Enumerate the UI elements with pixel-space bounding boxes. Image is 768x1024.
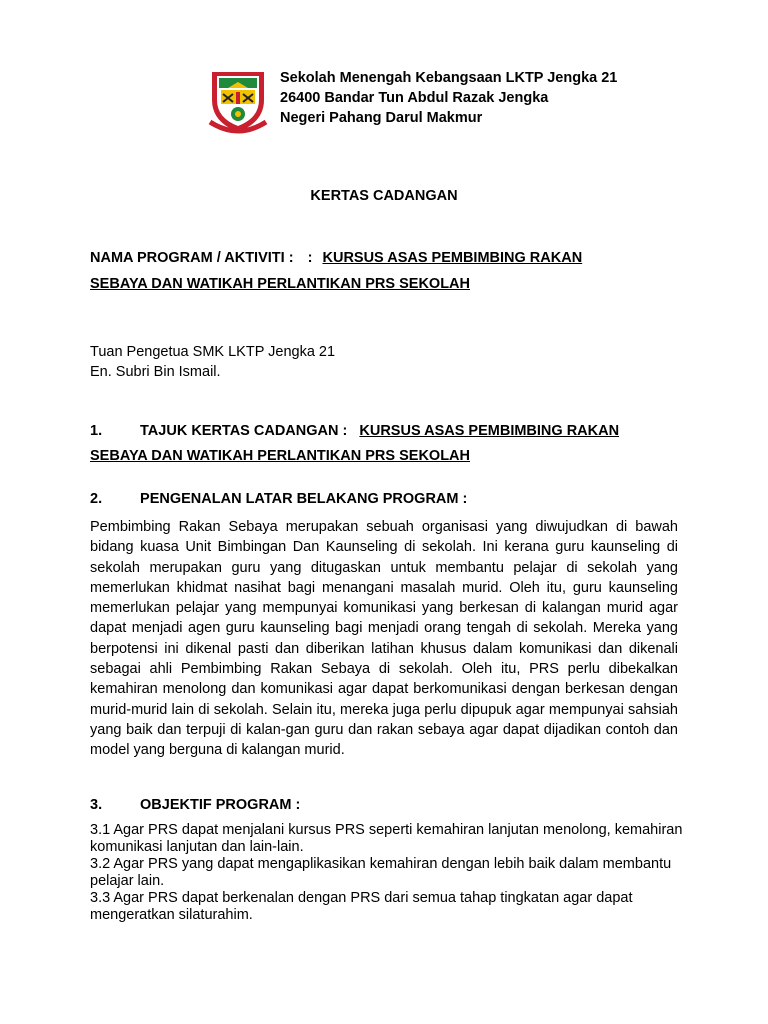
recipient-block <box>90 342 335 382</box>
objective-item: 3.1 Agar PRS dapat menjalani kursus PRS seperti kemahiran lanjutan menolong, kemahiran komunikasi lanjutan dan lain-lain. <box>90 822 683 855</box>
school-state: Negeri Pahang Darul Makmur <box>280 110 483 126</box>
section1-number: 1. <box>90 423 103 439</box>
program-line-1 <box>90 250 582 266</box>
section1-title-part2: SEBAYA DAN WATIKAH PERLANTIKAN PRS SEKOLAH <box>90 448 470 464</box>
section3-number: 3. <box>90 797 103 813</box>
program-name-part1: KURSUS ASAS PEMBIMBING RAKAN <box>322 250 583 266</box>
recipient-title: Tuan Pengetua SMK LKTP Jengka 21 <box>90 344 336 360</box>
section2-label: PENGENALAN LATAR BELAKANG PROGRAM : <box>140 491 468 507</box>
section2-heading <box>90 491 467 507</box>
program-name-part2: SEBAYA DAN WATIKAH PERLANTIKAN PRS SEKOLAH <box>90 276 470 292</box>
recipient-name: En. Subri Bin Ismail. <box>90 364 221 380</box>
school-crest-icon <box>208 70 268 134</box>
school-postcode-city: 26400 Bandar Tun Abdul Razak Jengka <box>280 90 549 106</box>
objectives-list <box>90 822 690 924</box>
program-colon: : <box>307 250 313 266</box>
document-title: KERTAS CADANGAN <box>310 188 458 204</box>
section2-body: Pembimbing Rakan Sebaya merupakan sebuah organisasi yang diwujudkan di bawah bidang kuasa Unit Bimbingan Dan Kaunseling di sekolah. Ini kerana guru kaunseling di sekolah merupakan guru yang ditugaskan untuk membantu pelajar di sekolah yang memerlukan khidmat nasihat bagi menangani masalah murid. Oleh itu, guru kaunseling memerlukan pelajar yang mempunyai komunikasi yang berkesan di kalangan murid agar dapat menjadi agen guru kaunseling bagi menjadi orang tengah di sekolah. Mereka yang berpotensi ini dikenal pasti dan diberikan latihan khusus dalam komunikasi dan dikenali sebagai ahli Pembimbing Rakan Sebaya di sekolah. Oleh itu, PRS perlu dibekalkan kemahiran menolong dan komunikasi agar dapat berkomunikasi dengan berkesan dengan murid-murid lain di sekolah. Selain itu, mereka juga perlu dipupuk agar mempunyai sahsiah yang baik dan terpuji di kalan-gan guru dan rakan sebaya agar dapat dijadikan contoh dan model yang berguna di kalangan murid. <box>90 519 678 759</box>
section3-label: OBJEKTIF PROGRAM : <box>140 797 301 813</box>
objective-item: 3.2 Agar PRS yang dapat mengaplikasikan kemahiran dengan lebih baik dalam membantu pelajar lain. <box>90 856 672 889</box>
section2-number: 2. <box>90 491 103 507</box>
program-label: NAMA PROGRAM / AKTIVITI : <box>90 250 294 266</box>
section1-label: TAJUK KERTAS CADANGAN : <box>140 423 348 439</box>
school-address-block <box>280 68 617 128</box>
section1-heading <box>90 423 619 439</box>
school-name: Sekolah Menengah Kebangsaan LKTP Jengka 21 <box>280 70 618 86</box>
section3-heading <box>90 797 300 813</box>
section1-title-part1: KURSUS ASAS PEMBIMBING RAKAN <box>359 423 620 439</box>
objective-item: 3.3 Agar PRS dapat berkenalan dengan PRS dari semua tahap tingkatan agar dapat mengeratkan silaturahim. <box>90 890 633 923</box>
